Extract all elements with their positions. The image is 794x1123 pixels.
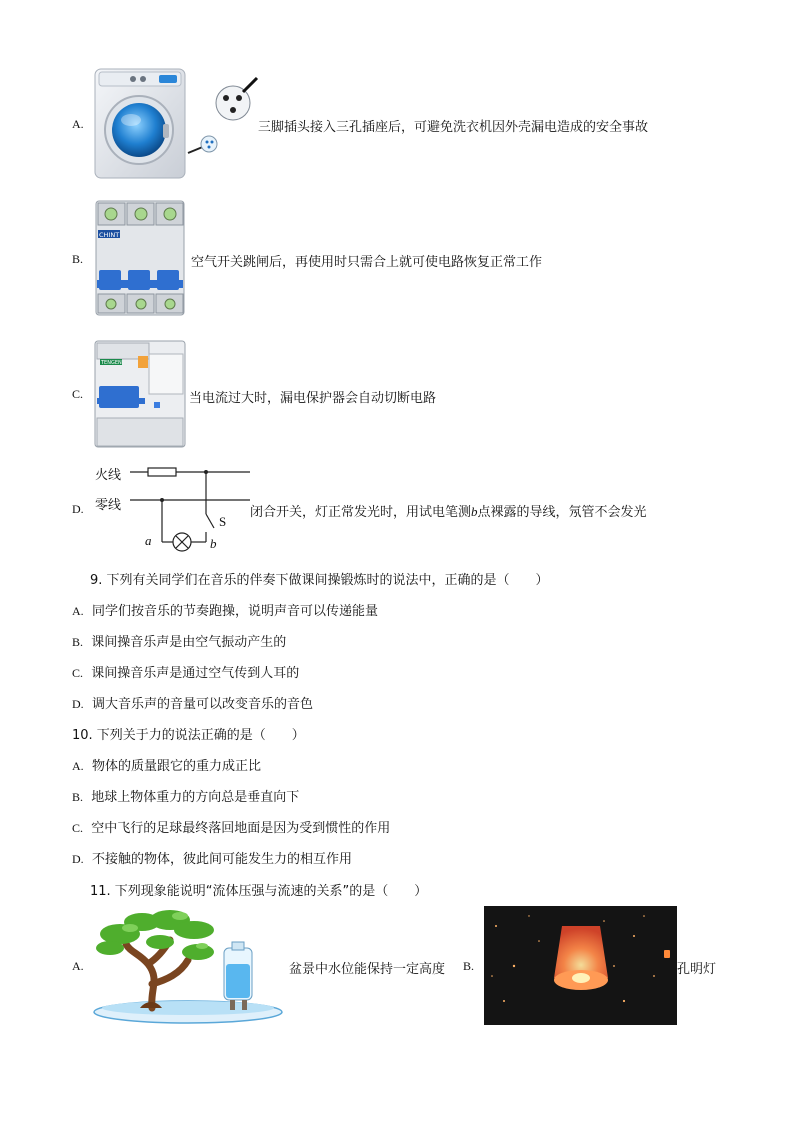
option-b: B. 课间操音乐声是由空气振动产生的	[72, 635, 287, 650]
option-letter: B.	[463, 959, 475, 973]
option-c: C. 空中飞行的足球最终落回地面是因为受到惯性的作用	[72, 821, 391, 836]
option-letter: C.	[72, 387, 84, 401]
switch-label: S	[219, 514, 227, 529]
leakage-protector-image	[94, 340, 186, 448]
bonsai-image	[90, 904, 288, 1026]
option-c: C. 课间操音乐声是通过空气传到人耳的	[72, 666, 300, 681]
option-text: 孔明灯	[677, 962, 717, 977]
option-d: D. 不接触的物体，彼此间可能发生力的相互作用	[72, 852, 352, 867]
switch-symbol	[206, 514, 214, 528]
option-text: 盆景中水位能保持一定高度	[289, 962, 446, 977]
fuse-symbol	[148, 468, 176, 476]
option-text: 闭合开关，灯正常发光时，用试电笔测b点裸露的导线，氖管不会发光	[250, 504, 647, 520]
option-letter: A.	[72, 117, 84, 131]
option-b: B. 地球上物体重力的方向总是垂直向下	[72, 790, 300, 805]
washing-machine-image	[93, 68, 259, 180]
question-stem: 10. 下列关于力的说法正确的是（ ）	[72, 728, 305, 743]
option-letter: B.	[72, 252, 84, 266]
option-letter: A.	[72, 959, 84, 973]
option-text: 当电流过大时，漏电保护器会自动切断电路	[189, 391, 437, 406]
option-text: 三脚插头接入三孔插座后，可避免洗衣机因外壳漏电造成的安全事故	[258, 120, 649, 135]
option-a: A. 物体的质量跟它的重力成正比	[72, 759, 261, 774]
neutral-wire-label: 零线	[95, 498, 122, 513]
sky-lantern-image	[484, 906, 677, 1025]
point-a-label: a	[145, 533, 152, 548]
live-wire-label: 火线	[95, 468, 122, 483]
point-b-label: b	[210, 536, 217, 551]
question-stem: 11. 下列现象能说明“流体压强与流速的关系”的是（ ）	[90, 884, 428, 899]
option-text: 空气开关跳闸后，再使用时只需合上就可使电路恢复正常工作	[191, 255, 543, 270]
option-d: D. 调大音乐声的音量可以改变音乐的音色	[72, 697, 313, 712]
brand-label: TENGEN	[101, 360, 122, 366]
option-a: A. 同学们按音乐的节奏跑操，说明声音可以传递能量	[72, 604, 378, 619]
option-letter: D.	[72, 502, 84, 516]
question-stem: 9. 下列有关同学们在音乐的伴奏下做课间操锻炼时的说法中，正确的是（ ）	[90, 573, 549, 588]
circuit-breaker-image	[95, 200, 187, 316]
brand-label: CHINT	[99, 231, 120, 239]
